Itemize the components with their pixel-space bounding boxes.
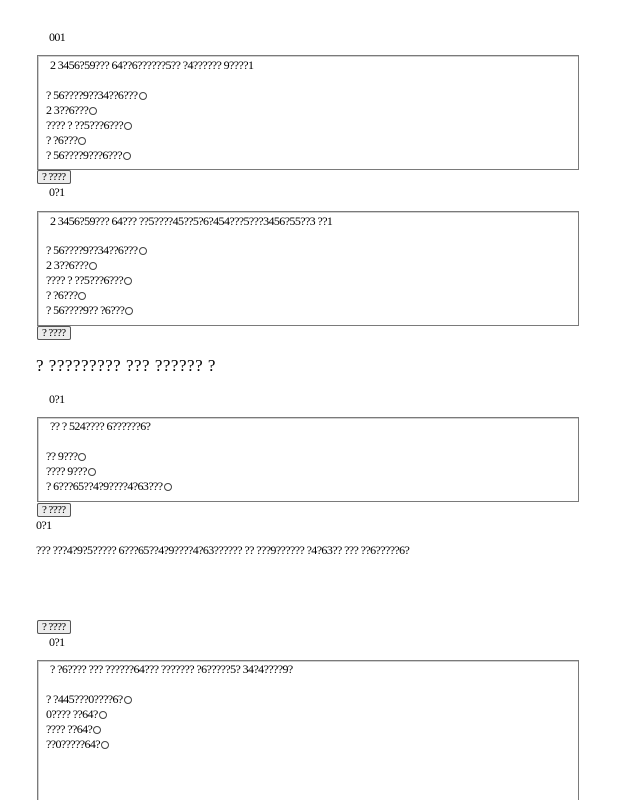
free-text-submit-button[interactable]: ? ????: [37, 620, 71, 634]
radio-button[interactable]: [88, 468, 96, 476]
radio-button[interactable]: [99, 711, 107, 719]
radio-button[interactable]: [125, 307, 133, 315]
option-label: ? ?445???0????6?: [46, 692, 123, 706]
option-label: 2 3??6???: [46, 258, 89, 272]
free-text-paragraph: ??? ???4?9?5????? 6???65??4?9????4?63?????? ?? ???9?????? ?4?63?? ??? ??6?????6?: [36, 543, 410, 557]
q2-option-5[interactable]: [46, 303, 133, 318]
question-2-box: [37, 211, 579, 326]
q4-option-4[interactable]: [46, 737, 109, 752]
option-label: ? ?6???: [46, 288, 78, 302]
option-label: ???? ? ??5???6???: [46, 118, 124, 132]
question-4-number: 0?1: [49, 635, 65, 649]
radio-button[interactable]: [78, 453, 86, 461]
q4-option-3[interactable]: [46, 722, 101, 737]
radio-button[interactable]: [93, 726, 101, 734]
option-label: ???? 9???: [46, 464, 87, 478]
option-label: ???? ? ??5???6???: [46, 273, 124, 287]
q2-option-4[interactable]: [46, 288, 86, 303]
radio-button[interactable]: [89, 262, 97, 270]
option-label: ? 56????9??34??6???: [46, 243, 138, 257]
question-2-number: 0?1: [49, 185, 65, 199]
section-heading: ? ????????? ??? ?????? ?: [36, 356, 216, 375]
q3-option-2[interactable]: [46, 464, 96, 479]
radio-button[interactable]: [124, 122, 132, 130]
option-label: ? 56????9?? ?6???: [46, 303, 125, 317]
question-3-box: [37, 417, 579, 502]
option-label: ? 56????9???6???: [46, 148, 122, 162]
option-label: ? 6???65??4?9????4?63???: [46, 479, 163, 493]
q1-submit-button[interactable]: ? ????: [37, 170, 71, 184]
q1-option-1[interactable]: [46, 88, 147, 103]
q2-option-1[interactable]: [46, 243, 147, 258]
question-3-text: ?? ? 524???? 6??????6?: [50, 419, 151, 433]
question-3-number: 0?1: [49, 392, 65, 406]
radio-button[interactable]: [124, 277, 132, 285]
option-label: 2 3??6???: [46, 103, 89, 117]
question-1-box: [37, 55, 579, 170]
radio-button[interactable]: [89, 107, 97, 115]
q4-option-2[interactable]: [46, 707, 107, 722]
q3-option-3[interactable]: [46, 479, 172, 494]
question-1-text: 2 3456?59??? 64??6??????5?? ?4?????? 9????1: [50, 58, 254, 72]
option-label: ?? 9???: [46, 449, 78, 463]
radio-button[interactable]: [124, 696, 132, 704]
q1-option-4[interactable]: [46, 133, 86, 148]
radio-button[interactable]: [139, 92, 147, 100]
radio-button[interactable]: [101, 741, 109, 749]
option-label: ???? ??64?: [46, 722, 93, 736]
q2-option-2[interactable]: [46, 258, 97, 273]
q1-option-5[interactable]: [46, 148, 131, 163]
option-label: ??0?????64?: [46, 737, 101, 751]
q1-option-2[interactable]: [46, 103, 97, 118]
q3-submit-button[interactable]: ? ????: [37, 503, 71, 517]
q2-submit-button[interactable]: ? ????: [37, 326, 71, 340]
option-label: 0???? ??64?: [46, 707, 98, 721]
option-label: ? ?6???: [46, 133, 78, 147]
question-1-number: 001: [49, 30, 66, 44]
q1-option-3[interactable]: [46, 118, 132, 133]
radio-button[interactable]: [139, 247, 147, 255]
radio-button[interactable]: [78, 137, 86, 145]
radio-button[interactable]: [78, 292, 86, 300]
option-label: ? 56????9??34??6???: [46, 88, 138, 102]
radio-button[interactable]: [164, 483, 172, 491]
q2-option-3[interactable]: [46, 273, 132, 288]
radio-button[interactable]: [123, 152, 131, 160]
q4-option-1[interactable]: [46, 692, 132, 707]
q3-option-1[interactable]: [46, 449, 86, 464]
free-text-number: 0?1: [36, 518, 52, 532]
question-4-text: ? ?6???? ??? ??????64??? ??????? ?6?????5? 34?4????9?: [50, 662, 293, 676]
question-4-box: [37, 660, 579, 800]
question-2-text: 2 3456?59??? 64??? ??5????45??5?6?454???5???3456?55??3 ??1: [50, 214, 333, 228]
